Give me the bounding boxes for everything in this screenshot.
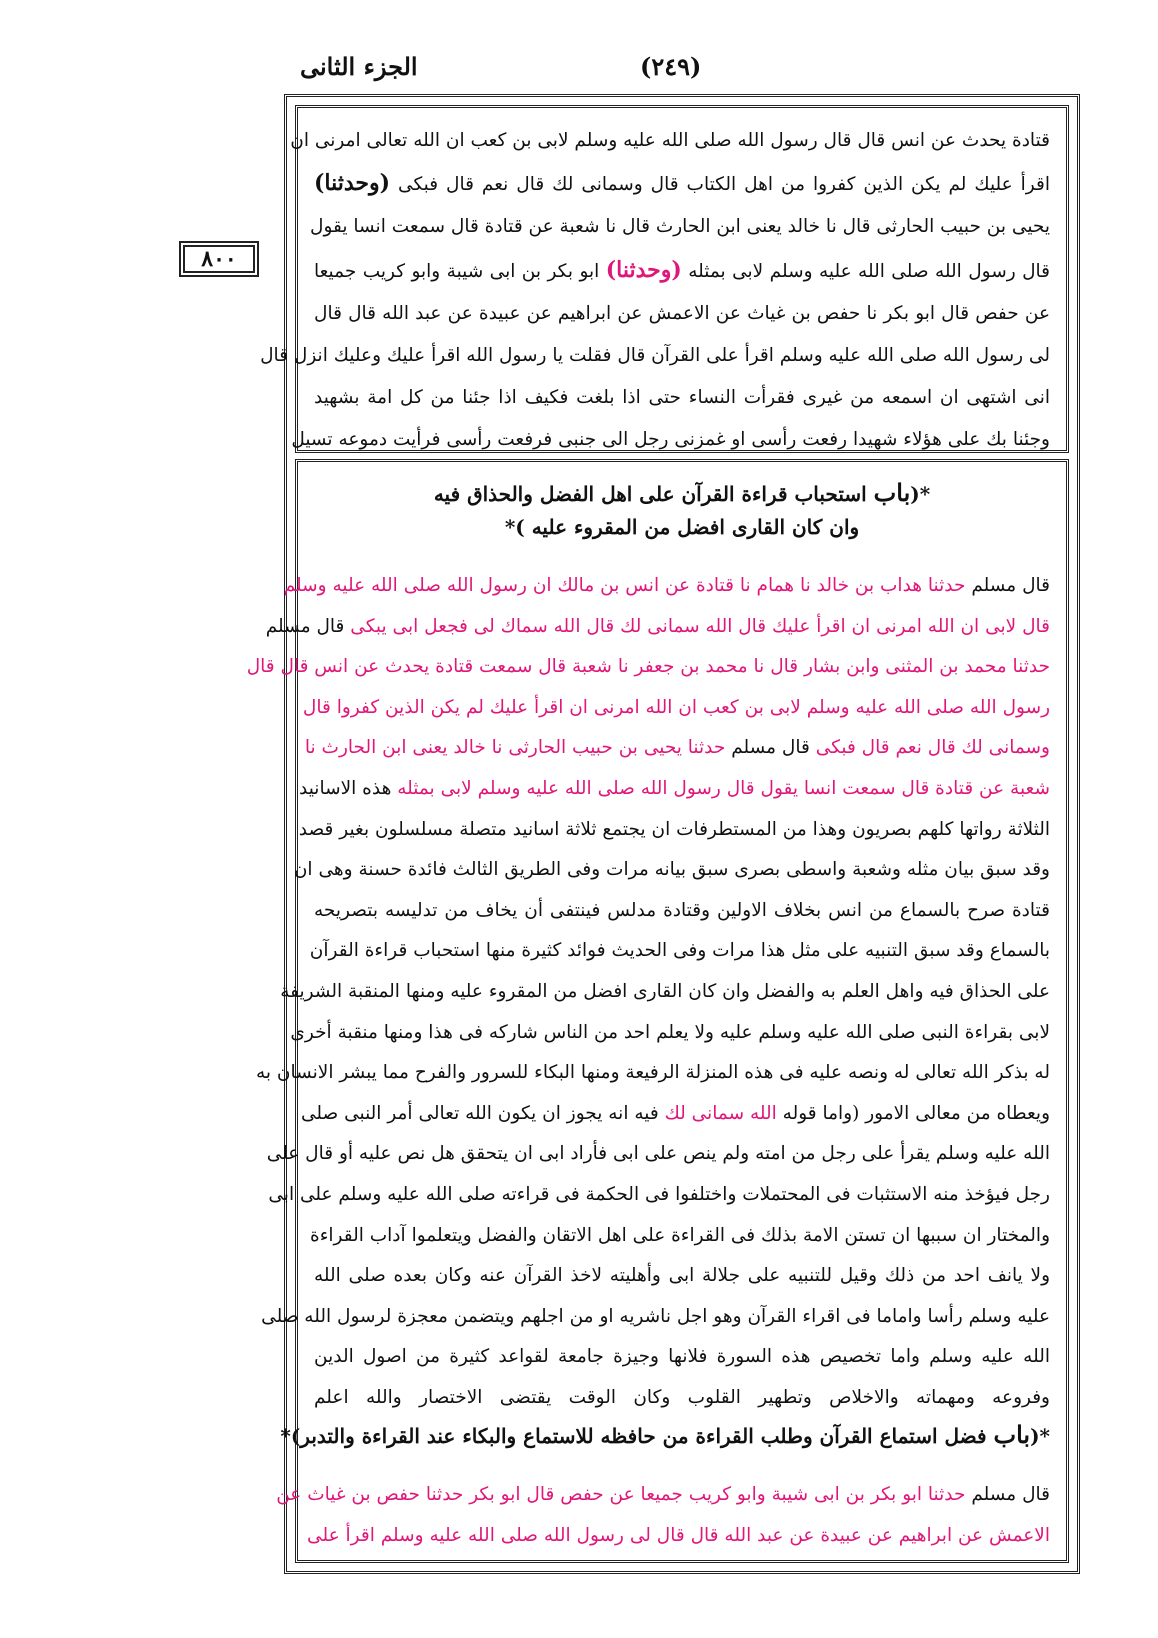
text-line — [314, 1378, 1050, 1419]
text-line — [314, 377, 1050, 419]
text-run: استحباب قراءة القرآن على اهل الفضل والحذاق فيه — [433, 482, 874, 506]
text-line — [314, 249, 1050, 293]
section-heading — [314, 511, 1050, 544]
text-line — [314, 293, 1050, 335]
text-run: فضل استماع القرآن وطلب القراءة من حافظه للاستماع والبكاء عند القراءة والتدبر)* — [280, 1424, 994, 1449]
text-line — [265, 607, 1050, 648]
hadith-text-run: حدثنا ابو بكر بن ابى شيبة وابو كريب جميعا عن حفص قال ابو بكر حدثنا حفص بن غياث عن — [276, 1484, 966, 1506]
hadith-text-section — [260, 105, 1069, 453]
text-run: لابى بقراءة النبى صلى الله عليه وسلم عليه ولا يعلم احد من الناس شاركه فى هذا ومنها منقبة أخرى — [290, 1021, 1050, 1043]
text-run: قال مسلم — [965, 1484, 1050, 1506]
text-run: (وحدثنا) — [314, 170, 391, 197]
text-run: له بذكر الله تعالى له ونصه عليه فى هذه المنزلة الرفيعة ومنها البكاء للسرور والفرح مما يبشر الانسان به — [255, 1062, 1050, 1084]
text-run: ابو بكر بن ابى شيبة وابو كريب جميعا — [314, 260, 606, 282]
text-run: ويعطاه من معالى الامور (واما قوله — [776, 1102, 1050, 1124]
text-line — [268, 1175, 1050, 1216]
text-line — [276, 1475, 1050, 1516]
page-number: (٢٤٩) — [640, 52, 702, 81]
text-line — [261, 1297, 1050, 1338]
text-run: قال مسلم — [725, 737, 816, 759]
text-line — [299, 769, 1050, 810]
text-line — [309, 931, 1050, 972]
text-line — [314, 891, 1050, 932]
text-run: انى اشتهى ان اسمعه من غيرى فقرأت النساء حتى اذا بلغت فكيف اذا جئنا من كل امة بشهيد — [314, 387, 1050, 409]
hadith-text-run: وسمانى لك قال نعم قال فبكى — [815, 737, 1050, 759]
hadith-text-run: حدثنا هداب بن خالد نا همام نا قتادة عن انس بن مالك ان رسول الله صلى الله عليه وسلم — [283, 575, 966, 596]
text-line — [310, 206, 1050, 248]
text-run: عن حفص قال ابو بكر نا حفص بن غياث عن الاعمش عن ابراهيم عن عبيدة عن عبد الله قال قال — [314, 302, 1050, 324]
text-run: لى رسول الله صلى الله عليه وسلم اقرأ على القرآن قال فقلت يا رسول الله اقرأ عليك وعليك انزل قال — [260, 345, 1050, 367]
bab-label: باب — [993, 1420, 1031, 1450]
text-line — [291, 419, 1050, 461]
hadith-text-run: الاعمش عن ابراهيم عن عبيدة عن عبد الله قال قال لى رسول الله صلى الله عليه وسلم اقرأ على — [307, 1525, 1050, 1547]
hadith-text-run: رسول الله صلى الله عليه وسلم لابى بن كعب ان الله امرنى ان اقرأ عليك لم يكن الذين كفروا قال — [302, 696, 1050, 718]
commentary-section — [246, 459, 1069, 1563]
text-line — [290, 120, 1050, 162]
text-run: رجل فيؤخذ منه الاستثبات فى المحتملات واختلفوا فى الحكمة فى قراءته صلى الله عليه وسلم على ابى — [268, 1183, 1050, 1205]
text-line — [255, 1053, 1050, 1094]
text-run: اقرأ عليك لم يكن الذين كفروا من اهل الكتاب قال وسمانى لك قال نعم قال فبكى — [390, 174, 1050, 196]
text-run: قال مسلم — [265, 615, 351, 637]
text-run: بالسماع وقد سبق التنبيه على مثل هذا مرات وفى الحديث فوائد كثيرة منها استحباب قراءة القرآن — [309, 940, 1050, 962]
text-run: والمختار ان سببها ان تستن الامة بذلك فى القراءة على اهل الاتقان والفضل ويتعلموا آداب القراءة — [310, 1224, 1050, 1246]
text-run: قتادة صرح بالسماع من انس بخلاف الاولين وقتادة مدلس فينتفى أن يخاف من تدليسه بتصريحه — [314, 899, 1050, 921]
hadith-text-run: شعبة عن قتادة قال سمعت انسا يقول قال رسول الله صلى الله عليه وسلم لابى بمثله — [397, 777, 1050, 799]
text-run: على الحذاق فيه واهل العلم به والفضل وان كان القارى افضل من المقروء عليه ومنها المنقبة الشريفة — [280, 980, 1050, 1002]
section-heading — [280, 1418, 1050, 1453]
text-run: يحيى بن حبيب الحارثى قال نا خالد يعنى ابن الحارث قال نا شعبة عن قتادة قال سمعت انسا يقول — [310, 216, 1050, 238]
spacer — [314, 1453, 1050, 1475]
text-run: قال مسلم — [965, 575, 1050, 596]
spacer — [314, 544, 1050, 566]
text-run: قال رسول الله صلى الله عليه وسلم لابى بمثله — [681, 260, 1050, 282]
page-frame — [246, 94, 1080, 1574]
text-run: الله عليه وسلم يقرأ على رجل من امته ولم ينص على ابى فأراد ابى ان يتحقق هل نص عليه أو قال على — [266, 1143, 1050, 1165]
text-run: هذه الاسانيد — [299, 777, 398, 799]
text-run: عليه وسلم رأسا واماما فى اقراء القرآن وهو اجل ناشريه او من اجلهم ويتضمن معجزة لرسول الله صلى — [261, 1305, 1050, 1327]
hadith-text-run: (وحدثنا) — [605, 256, 682, 283]
text-run: وفروعه ومهماته والاخلاص وتطهير القلوب وكان الوقت يقتضى الاختصار والله اعلم — [314, 1386, 1050, 1408]
text-line — [310, 1216, 1050, 1257]
bab-label: باب — [873, 478, 911, 507]
text-run: وقد سبق بيان مثله وشعبة واسطى بصرى سبق بيانه مرات وفى الطريق الثالث فائدة حسنة وهى ان — [293, 859, 1050, 881]
section-heading — [314, 476, 1050, 511]
text-line — [260, 335, 1050, 377]
text-line — [293, 850, 1050, 891]
text-line — [314, 162, 1050, 206]
text-line — [304, 728, 1050, 769]
text-run: وان كان القارى افضل من المقروء عليه )* — [504, 515, 860, 539]
text-run: *( — [910, 482, 931, 506]
hadith-number-box: ٨٠٠ — [179, 241, 259, 277]
hadith-text-run: حدثنا يحيى بن حبيب الحارثى نا خالد يعنى ابن الحارث نا — [304, 737, 726, 759]
text-run: وجئنا بك على هؤلاء شهيدا رفعت رأسى او غمزنى رجل الى جنبى فرفعت رأسى فرأيت دموعه تسيل — [291, 429, 1050, 451]
page-header-volume: الجزء الثانی — [300, 52, 418, 81]
text-line — [298, 810, 1050, 851]
hadith-text-run: حدثنا محمد بن المثنى وابن بشار قال نا محمد بن جعفر نا شعبة قال سمعت قتادة يحدث عن انس قال قال — [246, 656, 1050, 678]
text-run: *( — [1030, 1424, 1050, 1449]
text-line — [246, 647, 1050, 688]
text-line — [290, 1013, 1050, 1054]
hadith-text-run: الله سمانى لك — [664, 1102, 777, 1124]
text-line — [280, 972, 1050, 1013]
text-run: ولا يانف احد من ذلك وقيل للتنبيه على جلالة ابى وأهليته لاخذ القرآن عنه وكان بعده صلى الله — [314, 1265, 1050, 1287]
text-run: قتادة يحدث عن انس قال قال رسول الله صلى الله عليه وسلم لابى بن كعب ان الله تعالى امرنى ان — [290, 130, 1050, 151]
text-line — [302, 688, 1050, 729]
text-line — [314, 1337, 1050, 1378]
text-line — [300, 1094, 1050, 1135]
hadith-text-run: قال لابى ان الله امرنى ان اقرأ عليك قال الله سمانى لك قال الله سماك لى فجعل ابى يبكى — [350, 615, 1050, 637]
text-run: فيه انه يجوز ان يكون الله تعالى أمر النبى صلى — [300, 1102, 665, 1124]
text-line — [266, 1134, 1050, 1175]
text-run: الله عليه وسلم واما تخصيص هذه السورة فلانها وجيزة جامعة لقواعد كثيرة من اصول الدين — [314, 1346, 1050, 1368]
text-line — [283, 566, 1050, 607]
text-line — [314, 1256, 1050, 1297]
text-run: الثلاثة رواتها كلهم بصريون وهذا من المستطرفات ان يجتمع ثلاثة اسانيد متصلة مسلسلون بغير قصد — [298, 818, 1050, 840]
text-line — [307, 1516, 1050, 1557]
